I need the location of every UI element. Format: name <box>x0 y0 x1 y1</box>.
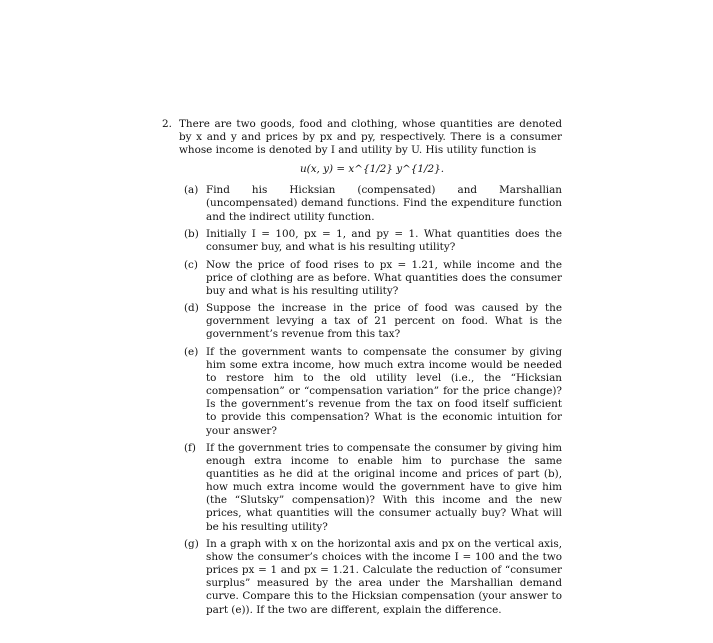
problem-intro <box>162 118 562 157</box>
part-label: (e) <box>184 345 199 358</box>
part-text: Now the price of food rises to px = 1.21, while income and the price of clothing are as before. What quantities does the consumer buy and what is his resulting utility? <box>206 258 562 297</box>
part-label: (f) <box>184 442 196 455</box>
part-label: (b) <box>184 228 199 241</box>
part-label: (c) <box>184 258 198 271</box>
problem-2 <box>162 118 562 621</box>
problem-parts-list <box>162 184 562 616</box>
part-d <box>184 302 562 341</box>
part-b <box>184 228 562 254</box>
utility-function-formula: u(x, y) = x^{1/2} y^{1/2}. <box>299 163 445 176</box>
part-text: If the government wants to compensate the consumer by giving him some extra income, how much extra income would be needed to restore him to the old utility level (i.e., the “Hicksian compensation” or “compensation variation” for the price change)? Is the government’s revenue from the tax on food itself sufficient to provide this compensation? What is the economic intuition for your answer? <box>206 345 562 437</box>
part-text: If the government tries to compensate the consumer by giving him enough extra income to enable him to purchase the same quantities as he did at the original income and prices of part (b), how much extra income would the government have to give him (the “Slutsky” compensation)? With this income and the new prices, what quantities will the consumer actually buy? What will be his resulting utility? <box>206 442 562 533</box>
part-f <box>184 442 562 534</box>
problem-intro-text: There are two goods, food and clothing, whose quantities are denoted by x and y and prices by px and py, respectively. There is a consumer whose income is denoted by I and utility by U. His utility function is <box>179 118 562 157</box>
part-label: (a) <box>184 184 199 197</box>
part-g <box>184 538 562 617</box>
part-c <box>184 259 562 298</box>
part-text: Find his Hicksian (compensated) and Marshallian (uncompensated) demand functions. Find the expenditure function and the indirect utility function. <box>206 184 562 223</box>
part-label: (d) <box>184 302 199 315</box>
part-label: (g) <box>184 538 199 551</box>
part-text: Suppose the increase in the price of food was caused by the government levying a tax of 21 percent on food. What is the government’s revenue from this tax? <box>206 302 562 341</box>
part-text: Initially I = 100, px = 1, and py = 1. What quantities does the consumer buy, and what is his resulting utility? <box>206 228 562 254</box>
part-a <box>184 184 562 223</box>
problem-number: 2. <box>162 118 172 130</box>
part-e <box>184 346 562 438</box>
part-text: In a graph with x on the horizontal axis and px on the vertical axis, show the consumer’s choices with the income I = 100 and the two prices px = 1 and px = 1.21. Calculate the reduction of “consumer surplus” measured by the area under the Marshallian demand curve. Compare this to the Hicksian compensation (your answer to part (e)). If the two are different, explain the difference. <box>206 538 562 616</box>
